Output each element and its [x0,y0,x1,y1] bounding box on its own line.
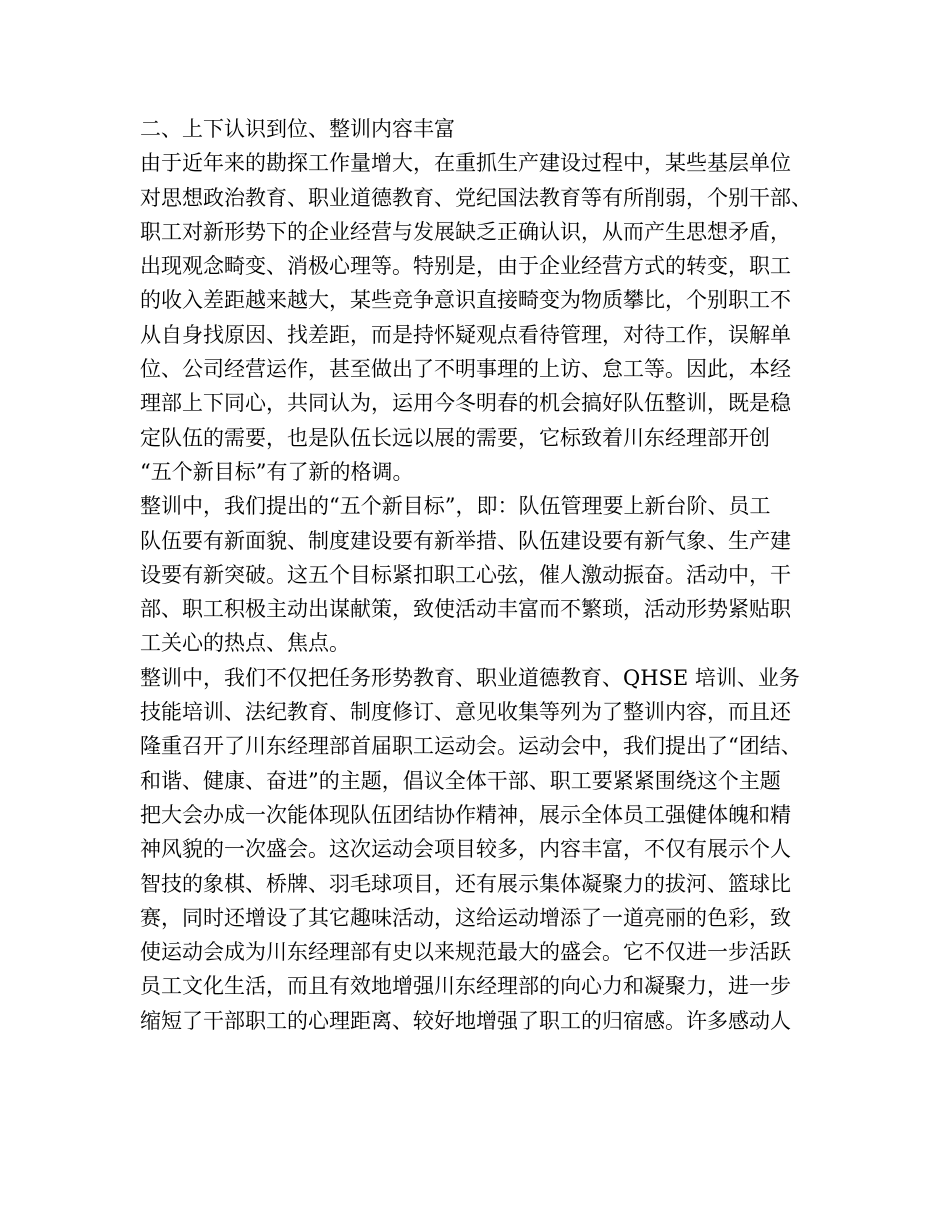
text-line: 整训中，我们提出的“五个新目标”，即：队伍管理要上新台阶、员工 [140,494,771,519]
text-line: 把大会办成一次能体现队伍团结协作精神，展示全体员工强健体魄和精 [140,802,791,827]
text-line: 技能培训、法纪教育、制度修订、意见收集等列为了整训内容，而且还 [140,700,791,725]
text-line: 从自身找原因、找差距，而是持怀疑观点看待管理，对待工作，误解单 [140,322,791,347]
text-line: 和谐、健康、奋进”的主题，倡议全体干部、职工要紧紧围绕这个主题 [140,768,781,793]
text-line: 缩短了干部职工的心理距离、较好地增强了职工的归宿感。许多感动人 [140,1008,791,1033]
text-line: 位、公司经营运作，甚至做出了不明事理的上访、怠工等。因此，本经 [140,357,791,382]
text-line: 职工对新形势下的企业经营与发展缺乏正确认识，从而产生思想矛盾， [140,219,791,244]
text-line: 定队伍的需要，也是队伍长远以展的需要，它标致着川东经理部开创 [140,425,770,450]
text-line: 由于近年来的勘探工作量增大，在重抓生产建设过程中，某些基层单位 [140,151,791,176]
text-line: 神风貌的一次盛会。这次运动会项目较多，内容丰富，不仅有展示个人 [140,837,791,862]
text-line: 理部上下同心，共同认为，运用今冬明春的机会搞好队伍整训，既是稳 [140,391,791,416]
text-line: 赛，同时还增设了其它趣味活动，这给运动增添了一道亮丽的色彩，致 [140,905,791,930]
text-line: 整训中，我们不仅把任务形势教育、职业道德教育、QHSE 培训、业务 [140,665,800,690]
text-line: 员工文化生活，而且有效地增强川东经理部的向心力和凝聚力，进一步 [140,974,791,999]
text-line: 出现观念畸变、消极心理等。特别是，由于企业经营方式的转变，职工 [140,254,791,279]
text-line: 工关心的热点、焦点。 [140,631,350,656]
text-line: 部、职工积极主动出谋献策，致使活动丰富而不繁琐，活动形势紧贴职 [140,597,791,622]
section-heading: 二、上下认识到位、整训内容丰富 [140,117,455,141]
document-body [140,112,830,1038]
text-line: 设要有新突破。这五个目标紧扣职工心弦，催人激动振奋。活动中，干 [140,562,791,587]
text-line: “五个新目标”有了新的格调。 [140,459,414,484]
text-line: 隆重召开了川东经理部首届职工运动会。运动会中，我们提出了“团结、 [140,734,802,759]
text-line: 的收入差距越来越大，某些竞争意识直接畸变为物质攀比，个别职工不 [140,288,791,313]
text-line: 智技的象棋、桥牌、羽毛球项目，还有展示集体凝聚力的拔河、篮球比 [140,871,791,896]
text-line: 对思想政治教育、职业道德教育、党纪国法教育等有所削弱，个别干部、 [140,185,812,210]
text-line: 使运动会成为川东经理部有史以来规范最大的盛会。它不仅进一步活跃 [140,940,791,965]
text-line: 队伍要有新面貌、制度建设要有新举措、队伍建设要有新气象、生产建 [140,528,791,553]
